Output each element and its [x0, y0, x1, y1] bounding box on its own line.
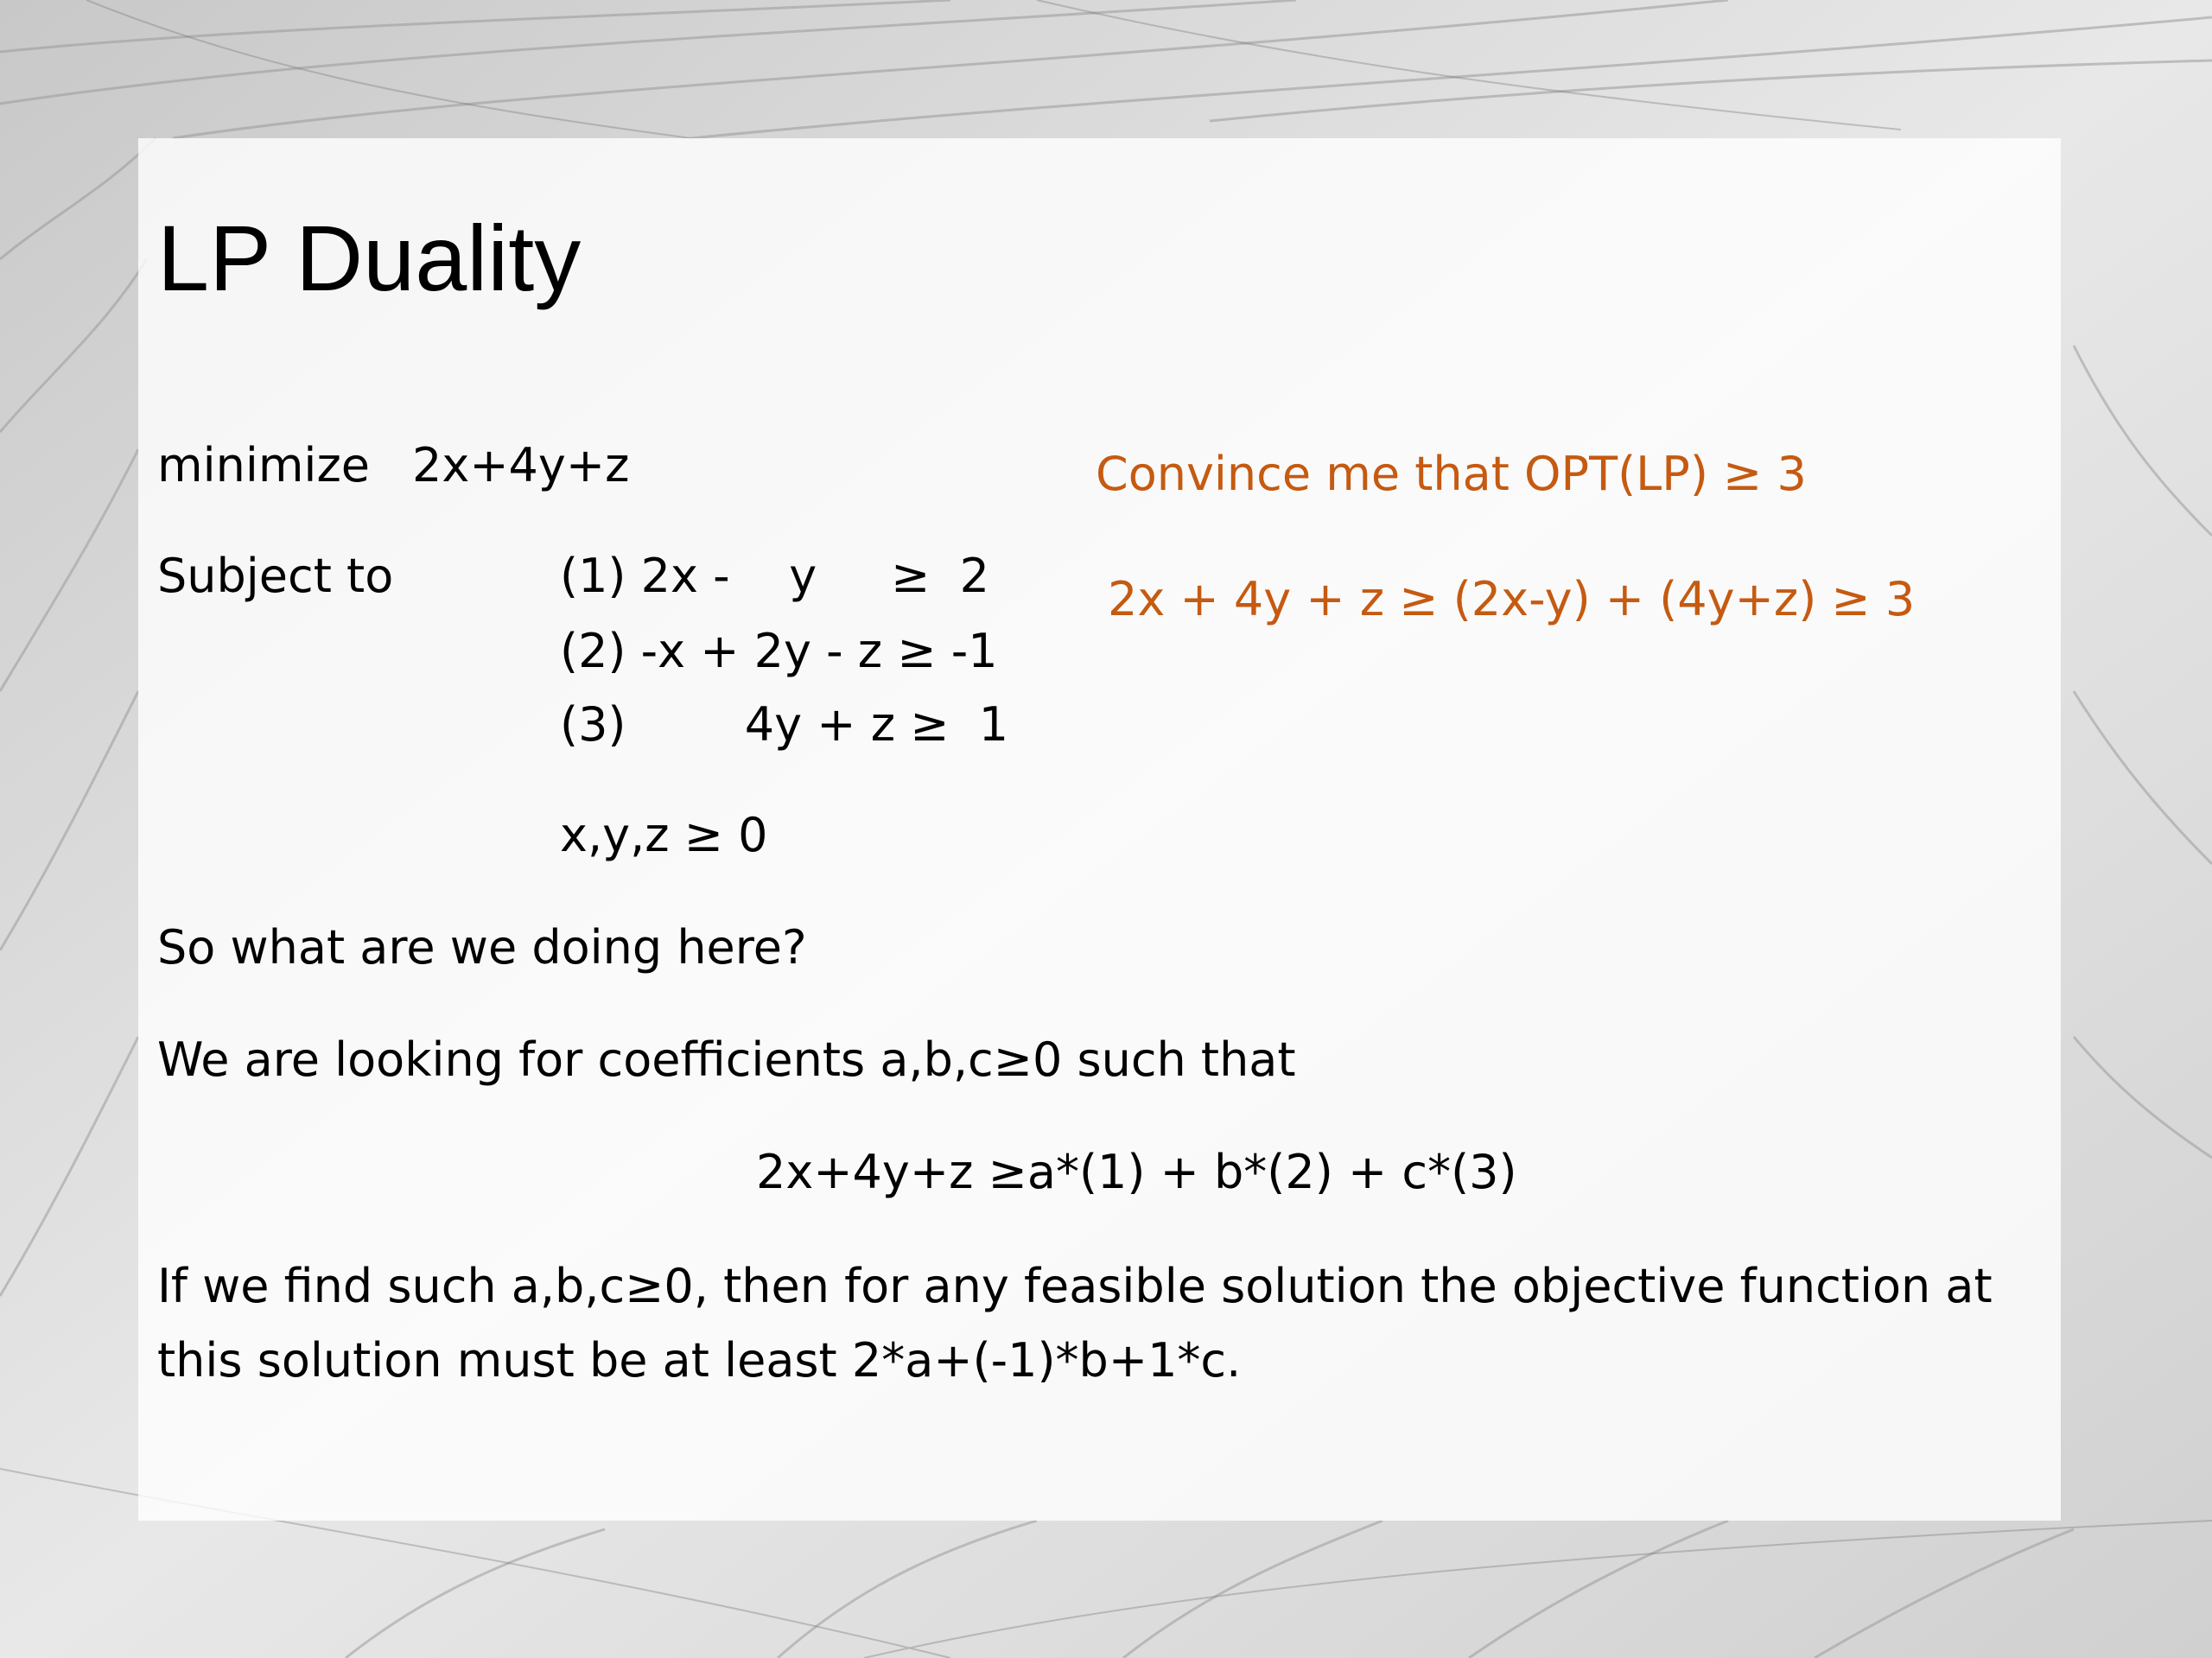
constraint-1: (1) 2x - y ≥ 2	[560, 549, 989, 603]
conclusion-line-1: If we find such a,b,c≥0, then for any feasible solution the objective function at	[157, 1259, 1993, 1313]
combination-expression: 2x+4y+z ≥a*(1) + b*(2) + c*(3)	[756, 1145, 1517, 1199]
nonnegativity-constraint: x,y,z ≥ 0	[560, 808, 768, 862]
conclusion-line-2: this solution must be at least 2*a+(-1)*b+1*c.	[157, 1333, 1242, 1388]
bound-derivation: 2x + 4y + z ≥ (2x-y) + (4y+z) ≥ 3	[1108, 572, 1916, 626]
subject-to-label: Subject to	[157, 549, 394, 603]
slide-panel	[138, 138, 2061, 1521]
looking-for-text: We are looking for coefficients a,b,c≥0 such that	[157, 1032, 1296, 1087]
slide-title: LP Duality	[157, 206, 582, 310]
convince-text: Convince me that OPT(LP) ≥ 3	[1096, 447, 1807, 501]
constraint-2: (2) -x + 2y - z ≥ -1	[560, 624, 998, 678]
constraint-3: (3) 4y + z ≥ 1	[560, 697, 1009, 752]
objective-label: minimize	[157, 438, 371, 492]
objective-expression: 2x+4y+z	[412, 438, 630, 492]
question-text: So what are we doing here?	[157, 920, 807, 975]
